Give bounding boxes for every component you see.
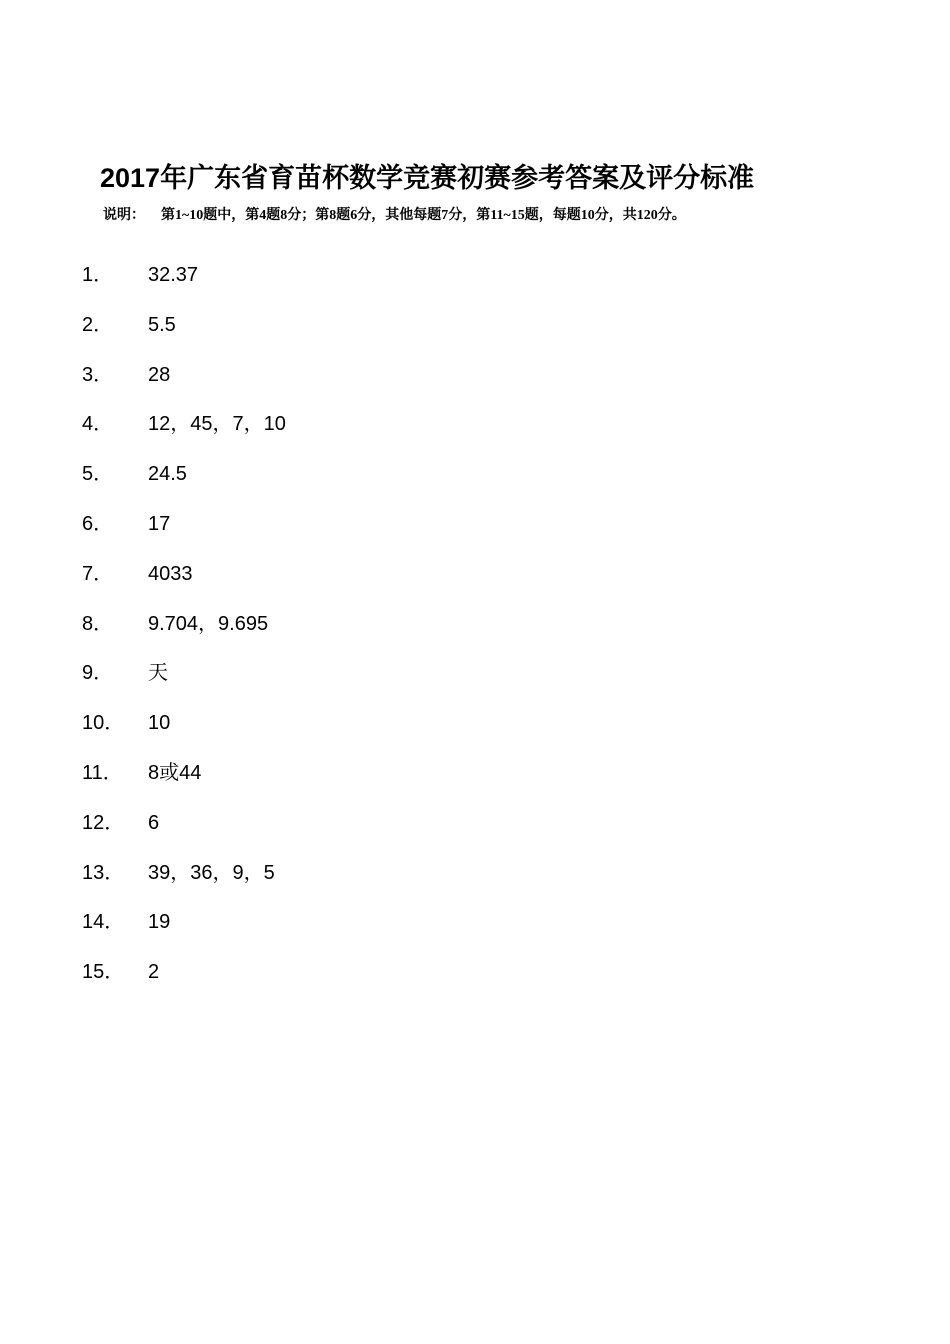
answer-value: 39，36，9，5 [148,861,275,884]
answer-item [82,710,782,760]
answer-value: 28 [148,363,171,386]
answer-number: 5． [82,463,114,486]
answer-value: 天 [148,662,168,685]
answer-item [82,959,782,1009]
answer-list [82,262,782,1009]
answer-item [82,511,782,561]
answer-value: 5.5 [148,313,176,336]
answer-value: 10 [148,712,171,735]
answer-item [82,909,782,959]
answer-number: 1． [82,264,114,286]
page-title: 2017年广东省育苗杯数学竞赛初赛参考答案及评分标准 [100,163,755,193]
answer-value: 2 [148,961,160,984]
answer-item [82,262,782,312]
answer-number: 7． [82,562,114,585]
answer-item [82,860,782,910]
answer-number: 12． [82,811,125,834]
answer-number: 6． [82,512,114,535]
answer-item [82,312,782,362]
answer-item [82,810,782,860]
answer-number: 8． [82,612,114,635]
answer-number: 4． [82,413,114,436]
answer-value: 8或44 [148,761,202,784]
answer-value: 17 [148,512,171,535]
answer-item [82,411,782,461]
answer-number: 3． [82,363,114,386]
answer-value: 24.5 [148,463,187,486]
answer-number: 14． [82,911,125,934]
answer-item [82,611,782,661]
answer-item [82,461,782,511]
note-text: 第1~10题中，第4题8分；第8题6分，其他每题7分，第11~15题，每题10分，共120分。 [161,208,686,223]
answer-value: 4033 [148,562,193,585]
answer-number: 11． [82,761,123,784]
answer-item [82,660,782,710]
answer-value: 12，45，7，10 [148,413,286,436]
answer-number: 10． [82,712,125,735]
scoring-note [103,204,923,224]
answer-number: 2． [82,313,114,336]
answer-item [82,362,782,412]
note-label: 说明： [103,208,145,223]
answer-value: 32.37 [148,264,199,286]
answer-item [82,561,782,611]
answer-value: 9.704，9.695 [148,612,269,635]
answer-item [82,760,782,810]
answer-value: 6 [148,811,160,834]
answer-number: 9． [82,662,114,685]
answer-value: 19 [148,911,171,934]
answer-number: 13． [82,861,125,884]
answer-number: 15． [82,961,125,984]
